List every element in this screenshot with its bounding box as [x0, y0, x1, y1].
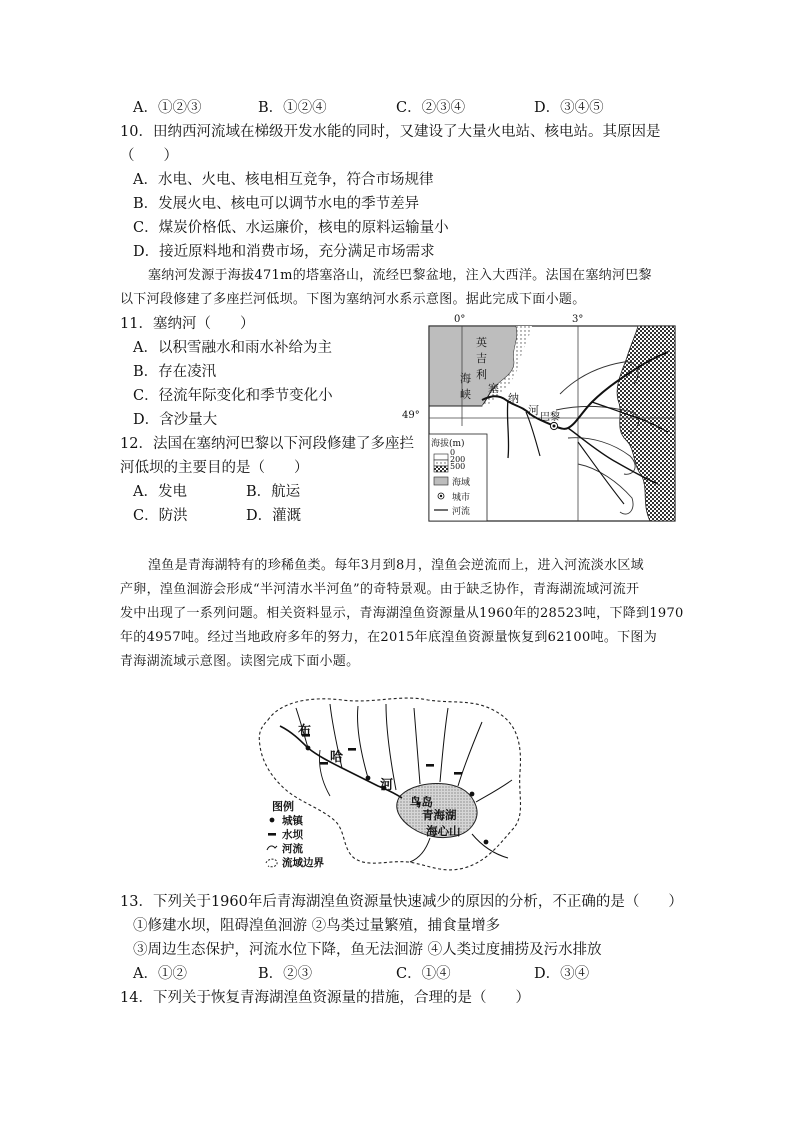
map-label-na: 纳	[508, 392, 519, 405]
q11-option-a: A．以积雪融水和雨水补给为主	[133, 340, 332, 356]
seine-river-map	[402, 314, 676, 522]
q12-option-d: D．灌溉	[246, 508, 302, 524]
longitude-label-3: 3°	[572, 314, 584, 325]
map-label-qinghai-lake: 青海湖	[422, 808, 457, 822]
q13-stem: 13．下列关于1960年后青海湖湟鱼资源量快速减少的原因的分析，不正确的是（ ）	[120, 894, 683, 910]
map-label-he: 河	[528, 404, 539, 417]
q14-stem: 14．下列关于恢复青海湖湟鱼资源量的措施，合理的是（ ）	[120, 990, 530, 1006]
map-label-sai: 塞	[488, 382, 499, 395]
map-label-paris: 巴黎	[540, 412, 560, 423]
map-label-xia: 峡	[460, 388, 471, 401]
map-label-bu: 布	[298, 724, 312, 739]
huangyu-passage-line4: 年的4957吨。经过当地政府多年的努力，在2015年底湟鱼资源量恢复到62100吨。下图为	[120, 630, 658, 645]
q13-option-d: D．③④	[534, 966, 590, 982]
q9-option-c: C．②③④	[396, 100, 466, 116]
legend-title: 图例	[272, 800, 294, 813]
q10-option-b: B．发展火电、核电可以调节水电的季节差异	[133, 196, 420, 212]
q9-option-b: B．①②④	[258, 100, 327, 116]
map-label-bird-island: 鸟岛	[410, 795, 433, 809]
legend-label-river: 河流	[282, 843, 303, 855]
q9-option-a: A．①②③	[133, 100, 202, 116]
q13-option-b: B．②③	[258, 966, 313, 982]
map-label-ying: 英	[476, 336, 487, 349]
map-label-ha: 哈	[330, 750, 344, 765]
map-label-hai: 海	[460, 372, 471, 385]
latitude-label-49: 49°	[402, 410, 420, 421]
q10-option-c: C．煤炭价格低、水运廉价，核电的原料运输量小	[133, 220, 449, 236]
legend-label-500: 500	[450, 462, 466, 471]
legend-label-town: 城镇	[282, 815, 303, 827]
legend-label-river: 河流	[452, 507, 471, 517]
seine-passage-line1: 塞纳河发源于海拔471m的塔塞洛山，流经巴黎盆地，注入大西洋。法国在塞纳河巴黎	[148, 268, 652, 283]
q13-option-c: C．①④	[396, 966, 451, 982]
legend-label-sea: 海域	[452, 478, 471, 488]
q10-stem-bracket: （ ）	[120, 148, 178, 164]
q13-items-line1: ①修建水坝，阻碍湟鱼洄游 ②鸟类过量繁殖，捕食量增多	[133, 918, 501, 934]
huangyu-passage-line3: 发中出现了一系列问题。相关资料显示，青海湖湟鱼资源量从1960年的28523吨，下降到1970	[120, 606, 684, 621]
q11-stem: 11．塞纳河（ ）	[120, 316, 255, 332]
q9-option-d: D．③④⑤	[534, 100, 604, 116]
q12-option-a: A．发电	[133, 484, 187, 500]
huangyu-passage-line1: 湟鱼是青海湖特有的珍稀鱼类。每年3月到8月，湟鱼会逆流而上，进入河流淡水区域	[148, 558, 644, 573]
q11-option-c: C．径流年际变化和季节变化小	[133, 388, 333, 404]
map-label-ji: 吉	[476, 352, 487, 365]
q12-stem: 12．法国在塞纳河巴黎以下河段修建了多座拦	[120, 436, 414, 452]
longitude-label-0: 0°	[454, 314, 466, 325]
q12-stem-line2: 河低坝的主要目的是（ ）	[120, 460, 309, 476]
q12-option-c: C．防洪	[133, 508, 188, 524]
legend-label-dam: 水坝	[282, 829, 303, 841]
map-label-he: 河	[380, 778, 394, 793]
q10-stem: 10．田纳西河流域在梯级开发水能的同时，又建设了大量火电站、核电站。其原因是	[120, 124, 661, 140]
q13-items-line2: ③周边生态保护，河流水位下降，鱼无法洄游 ④人类过度捕捞及污水排放	[133, 942, 602, 958]
q12-option-b: B．航运	[246, 484, 301, 500]
map-label-haixin-mountain: 海心山	[426, 824, 461, 838]
legend-label-0: 0	[450, 448, 456, 457]
seine-passage-line2: 以下河段修建了多座拦河低坝。下图为塞纳河水系示意图。据此完成下面小题。	[120, 292, 586, 307]
q11-option-b: B．存在凌汛	[133, 364, 217, 380]
qinghai-lake-map	[250, 690, 540, 882]
q11-option-d: D．含沙量大	[133, 412, 218, 428]
q10-option-a: A．水电、火电、核电相互竞争，符合市场规律	[133, 172, 434, 188]
legend-title-elevation: 海拔(m)	[431, 439, 465, 449]
legend-label-200: 200	[450, 455, 466, 464]
huangyu-passage-line5: 青海湖流域示意图。读图完成下面小题。	[120, 654, 360, 669]
map-label-li: 利	[476, 368, 487, 381]
legend-label-city: 城市	[452, 493, 471, 503]
q10-option-d: D．接近原料地和消费市场，充分满足市场需求	[133, 244, 435, 260]
huangyu-passage-line2: 产卵，湟鱼洄游会形成“半河清水半河鱼”的奇特景观。由于缺乏协作，青海湖流域河流开	[120, 582, 640, 597]
legend-label-border: 流域边界	[282, 857, 324, 869]
q13-option-a: A．①②	[133, 966, 187, 982]
